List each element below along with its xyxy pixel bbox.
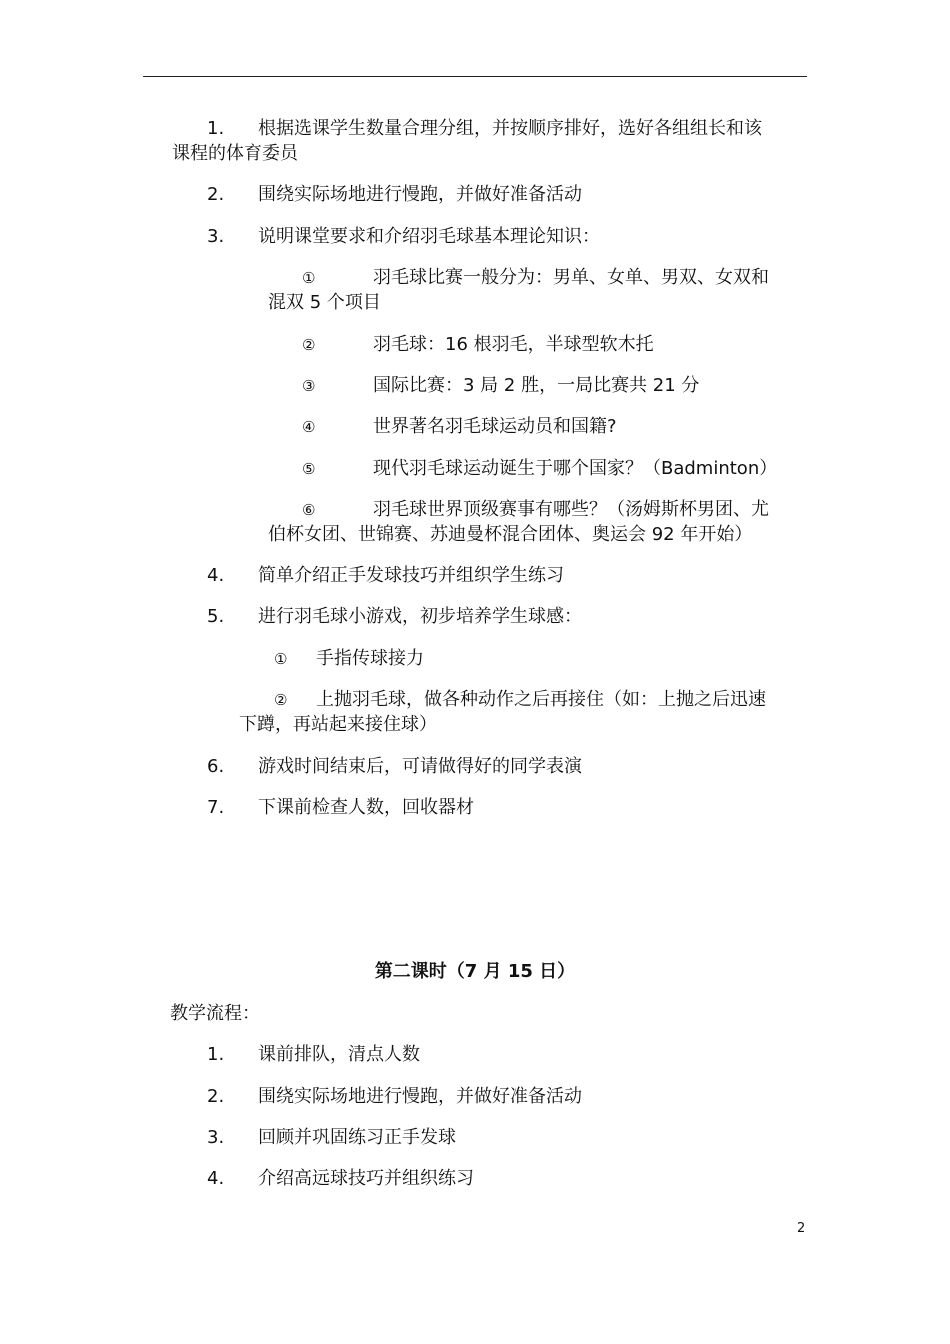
item-2-number: 2. <box>207 184 225 205</box>
theory-4-text: 世界著名羽毛球运动员和国籍? <box>373 416 617 437</box>
game-2-text-line2: 下蹲，再站起来接住球） <box>239 714 437 735</box>
item-6-number: 6. <box>207 756 225 777</box>
item-7-text: 下课前检查人数，回收器材 <box>258 797 474 818</box>
theory-3-mark: ③ <box>302 377 316 395</box>
item-3-number: 3. <box>207 226 225 247</box>
theory-2-mark: ② <box>302 336 316 354</box>
theory-5-text: 现代羽毛球运动诞生于哪个国家？（Badminton） <box>373 458 778 479</box>
lesson2-flow-label: 教学流程： <box>170 1003 260 1024</box>
item-1-text-line2: 课程的体育委员 <box>172 143 298 164</box>
lesson2-item-4-text: 介绍高远球技巧并组织练习 <box>258 1168 474 1189</box>
theory-6-text-line1: 羽毛球世界顶级赛事有哪些？（汤姆斯杯男团、尤 <box>373 499 769 520</box>
theory-6-mark: ⑥ <box>302 501 316 519</box>
theory-1-text-line2: 混双 5 个项目 <box>268 292 381 313</box>
theory-5-mark: ⑤ <box>302 460 316 478</box>
lesson2-title: 第二课时（7 月 15 日） <box>374 961 576 982</box>
game-1-text: 手指传球接力 <box>316 648 424 669</box>
item-4-text: 简单介绍正手发球技巧并组织学生练习 <box>258 565 564 586</box>
game-2-text-line1: 上抛羽毛球，做各种动作之后再接住（如：上抛之后迅速 <box>316 689 766 710</box>
header-rule <box>143 76 807 77</box>
lesson2-item-1-text: 课前排队，清点人数 <box>258 1044 420 1065</box>
theory-3-text: 国际比赛：3 局 2 胜，一局比赛共 21 分 <box>373 375 700 396</box>
item-5-number: 5. <box>207 606 225 627</box>
lesson2-item-1-number: 1. <box>207 1044 225 1065</box>
theory-1-text-line1: 羽毛球比赛一般分为：男单、女单、男双、女双和 <box>373 267 769 288</box>
lesson2-item-3-text: 回顾并巩固练习正手发球 <box>258 1127 456 1148</box>
theory-1-mark: ① <box>302 269 316 287</box>
item-7-number: 7. <box>207 797 225 818</box>
lesson2-item-4-number: 4. <box>207 1168 225 1189</box>
item-1-number: 1. <box>207 118 225 139</box>
lesson2-item-2-number: 2. <box>207 1086 225 1107</box>
game-1-mark: ① <box>274 650 288 668</box>
page-number: 2 <box>797 1221 806 1236</box>
item-6-text: 游戏时间结束后，可请做得好的同学表演 <box>258 756 582 777</box>
theory-4-mark: ④ <box>302 418 316 436</box>
theory-6-text-line2: 伯杯女团、世锦赛、苏迪曼杯混合团体、奥运会 92 年开始） <box>268 524 753 545</box>
item-5-text: 进行羽毛球小游戏，初步培养学生球感： <box>258 606 582 627</box>
item-1-text-line1: 根据选课学生数量合理分组，并按顺序排好，选好各组组长和该 <box>258 118 762 139</box>
game-2-mark: ② <box>274 691 288 709</box>
item-3-text: 说明课堂要求和介绍羽毛球基本理论知识： <box>258 226 600 247</box>
lesson2-item-3-number: 3. <box>207 1127 225 1148</box>
item-4-number: 4. <box>207 565 225 586</box>
lesson2-item-2-text: 围绕实际场地进行慢跑，并做好准备活动 <box>258 1086 582 1107</box>
theory-2-text: 羽毛球：16 根羽毛，半球型软木托 <box>373 334 654 355</box>
item-2-text: 围绕实际场地进行慢跑，并做好准备活动 <box>258 184 582 205</box>
